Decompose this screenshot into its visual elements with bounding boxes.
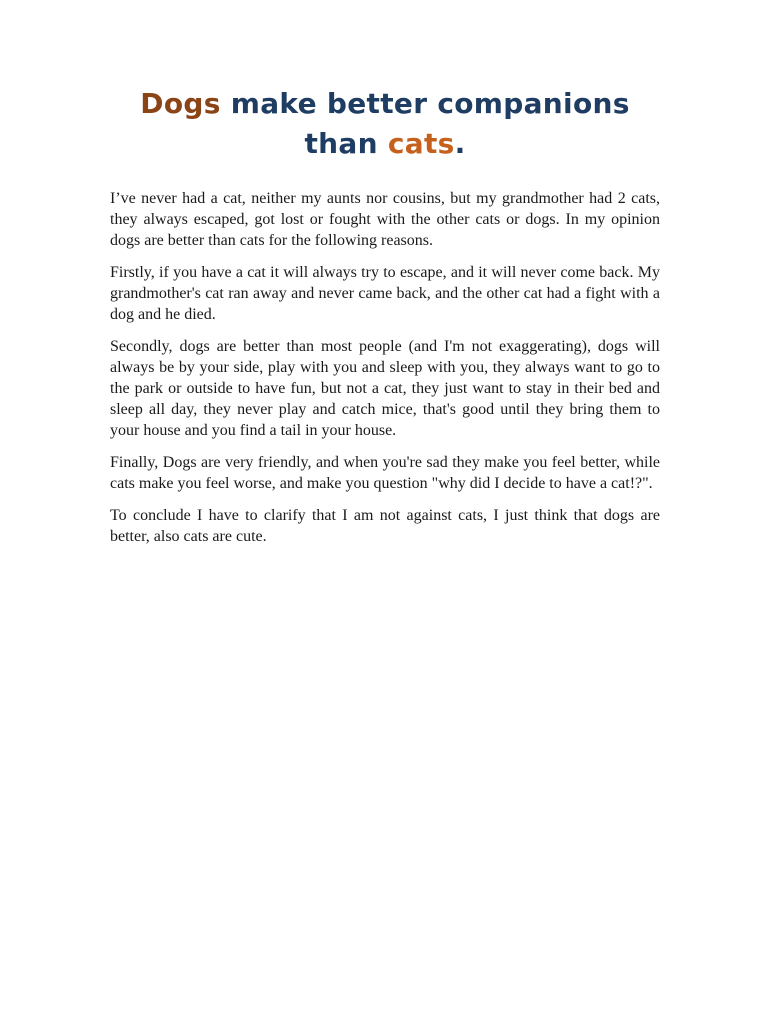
paragraph-finally: Finally, Dogs are very friendly, and when you're sad they make you feel better, while cats make you feel worse, and make you question "why did I decide to have a cat!?". xyxy=(110,454,660,492)
title-word-dogs: Dogs xyxy=(140,87,221,120)
title-text-middle: make better companions xyxy=(220,87,630,120)
paragraph-conclusion: To conclude I have to clarify that I am not against cats, I just think that dogs are better, also cats are cute. xyxy=(110,507,660,545)
paragraph-secondly: Secondly, dogs are better than most people (and I'm not exaggerating), dogs will always be by your side, play with you and sleep with you, they always want to go to the park or outside to have fun, but not a cat, they just want to stay in their bed and sleep all day, they never play and catch mice, that's good until they bring them to your house and you find a tail in your house. xyxy=(110,338,660,439)
title-text-than: than xyxy=(304,127,388,160)
page-title xyxy=(110,84,660,164)
title-word-cats: cats xyxy=(387,127,455,160)
paragraph-firstly: Firstly, if you have a cat it will always try to escape, and it will never come back. My grandmother's cat ran away and never came back, and the other cat had a fight with a dog and he died. xyxy=(110,264,660,323)
essay-body xyxy=(110,188,660,547)
title-period: . xyxy=(454,127,466,160)
paragraph-intro: I’ve never had a cat, neither my aunts nor cousins, but my grandmother had 2 cats, they always escaped, got lost or fought with the other cats or dogs. In my opinion dogs are better than cats for the following reasons. xyxy=(110,190,660,249)
